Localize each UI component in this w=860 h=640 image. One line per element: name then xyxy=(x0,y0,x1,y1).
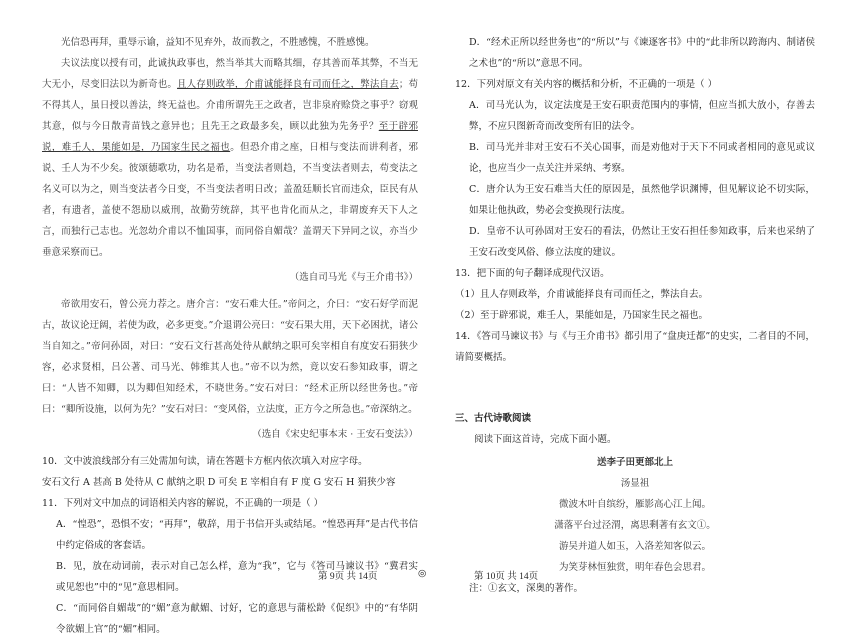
question-10-sentence: 安石文行 A 甚高 B 处待从 C 献纳之职 D 可矣 E 宰相自有 F 度 G 安石 H 狷狭少容 xyxy=(42,477,396,488)
question-13: 13．把下面的句子翻译成现代汉语。 xyxy=(455,268,610,279)
poem-line-1: 微波木叶自缤纷，雁影高心江上闻。 xyxy=(558,499,711,510)
underlined-sentence-1: 且人存则政举，介甫诚能择良有司而任之，弊法自去 xyxy=(177,79,399,90)
page-number-left: 第 9页 共 14页 xyxy=(318,572,378,582)
question-13-item-2: （2）至于辟邪说，难壬人，果能如是，乃国家生民之福也。 xyxy=(455,310,709,321)
source-citation-2: （选自《宋史纪事本末 · 王安石变法》） xyxy=(252,429,418,440)
question-11-option-c: C．“而同俗自媚哉”的“媚”意为献媚、讨好，它的意思与蒲松龄《促织》中的“有华阴令欲媚上官”的“媚”相同。 xyxy=(56,603,418,635)
section-3-instruction: 阅读下面这首诗，完成下面小题。 xyxy=(474,434,617,445)
poem-title: 送李子田更部北上 xyxy=(596,457,673,468)
source-citation-1: （选自司马光《与王介甫书》） xyxy=(289,272,418,283)
binding-mark-icon: ◎ xyxy=(418,569,427,579)
question-12: 12．下列对原文有关内容的概括和分析，不正确的一项是（ ） xyxy=(455,79,718,90)
question-13-item-1: （1）且人存则政举，介甫诚能择良有司而任之，弊法自去。 xyxy=(455,289,709,300)
right-column xyxy=(455,32,815,599)
left-column xyxy=(42,32,418,640)
passage1-para2 xyxy=(42,53,418,263)
poem-line-4: 为笑芽林恒独赏，明年春色会思君。 xyxy=(558,562,711,573)
para2-text-c: 。但恐介甫之座，日相与变法而讲利者，邪说、壬人为不少矣。彼颂德歌功，功名是希，当变法者则趋，不当变法者则去，苟变法之名义可以为之，则当变法者今日变，不当变法者明日改；盖盈廷顺长官而违众，臣民有从者，有遗者，盖使不怨励以威刑，故勤劳统辞，其平也肯化而从之，非谓废弃天下人之言，而独行己志也。光忽幼介甫以不恤国事，而同俗自媚哉？盖谓天下异同之议，亦当少垂意采察而已。 xyxy=(42,142,418,258)
question-12-option-a: A．司马光认为，议定法度是王安石职责范围内的事情，但应当抓大放小，存善去弊，不应只图新奇而改变所有旧的法令。 xyxy=(469,100,815,132)
question-12-option-c: C．唐介认为王安石难当大任的原因是，虽然他学识渊博，但见解议论不切实际，如果让他执政，势必会变换现行法度。 xyxy=(469,184,815,216)
para2-text-a: 夫议法度以授有司，此诚执政事也，然当举其大而略其细，存其善而革其弊，不当无大无小，尽变旧法以为新奇也。 xyxy=(42,58,418,90)
passage1-para1: 光信恐再拜，重辱示谕，益知不见弃外，故而教之，不胜感愧，不胜感愧。 xyxy=(61,37,375,48)
question-11-option-a: A．“惶恐”，恐惧不安；“再拜”，敬辞，用于书信开头或结尾。“惶恐再拜”是古代书信中约定俗成的客套话。 xyxy=(56,519,418,551)
poem-line-2: 潇落平台过泾渭，离思剩著有玄文①。 xyxy=(554,520,716,531)
question-14: 14．《答司马谏议书》与《与王介甫书》都引用了“盘庚迁都”的史实，二者目的不同，请简要概括。 xyxy=(455,331,815,363)
question-11: 11．下列对文中加点的词语相关内容的解说，不正确的一项是（ ） xyxy=(42,498,324,509)
question-11-option-b: B．见，放在动词前，表示对自己怎么样，意为“我”，它与《答司马谏议书》“冀君实或见恕也”中的“见”意思相同。 xyxy=(56,561,418,593)
section-3-title: 三、古代诗歌阅读 xyxy=(455,413,532,424)
poem-note: 注：①玄文，深奥的著作。 xyxy=(469,583,584,594)
question-12-option-b: B．司马光并非对王安石不关心国事，而是劝他对于天下不同或者相同的意见或议论，也应当少一点关注并采纳、考察。 xyxy=(469,142,815,174)
poem-author: 汤显祖 xyxy=(620,478,650,489)
question-12-option-d: D．皇帝不认可孙固对王安石的看法，仍然让王安石担任参知政事，后来也采纳了王安石改变风俗、修立法度的建议。 xyxy=(469,226,815,258)
underlined-sentence-2: 至于辟邪说，难壬人，果能如是，乃国家生民之福也 xyxy=(42,121,418,153)
para2-text-b: ；苟不得其人，虽日授以善法，终无益也。介甫所谓先王之政者，岂非泉府赊贷之事乎？窃观其意，似与今日散青苗钱之意异也；且先王之政最多矣，顾以此独为先务乎？ xyxy=(42,79,418,132)
poem-line-3: 游吴并道人如玉，入洛差知客似云。 xyxy=(558,541,711,552)
question-10: 10．文中波浪线部分有三处需加句读，请在答题卡方框内依次填入对应字母。 xyxy=(42,456,368,467)
question-11-option-d: D．“经术正所以经世务也”的“所以”与《谏逐客书》中的“此非所以跨海内、制诸侯之术也”的“所以”意思不同。 xyxy=(469,37,815,69)
page-number-right: 第 10页 共 14页 xyxy=(474,572,539,582)
passage2-para: 帝欲用安石，曾公亮力荐之。唐介言：“安石难大任。”帝问之，介曰：“安石好学而泥古，故议论迂阔，若使为政，必多更变。”介退谓公亮曰：“安石果大用，天下必困扰，诸公当自知之。”帝问孙固，对曰：“安石文行甚高处待从献纳之职可矣宰相自有度安石狷狭少容，必求贤相，吕公著、司马光、韩维其人也。”帝不以为然，竟以安石参知政事，谓之曰：“人皆不知卿，以为卿但知经术，不晓世务。”安石对曰：“经术正所以经世务也。”帝曰：“卿所设施，以何为先？”安石对曰：“变风俗，立法度，正方今之所急也。”帝深纳之。 xyxy=(42,299,418,415)
